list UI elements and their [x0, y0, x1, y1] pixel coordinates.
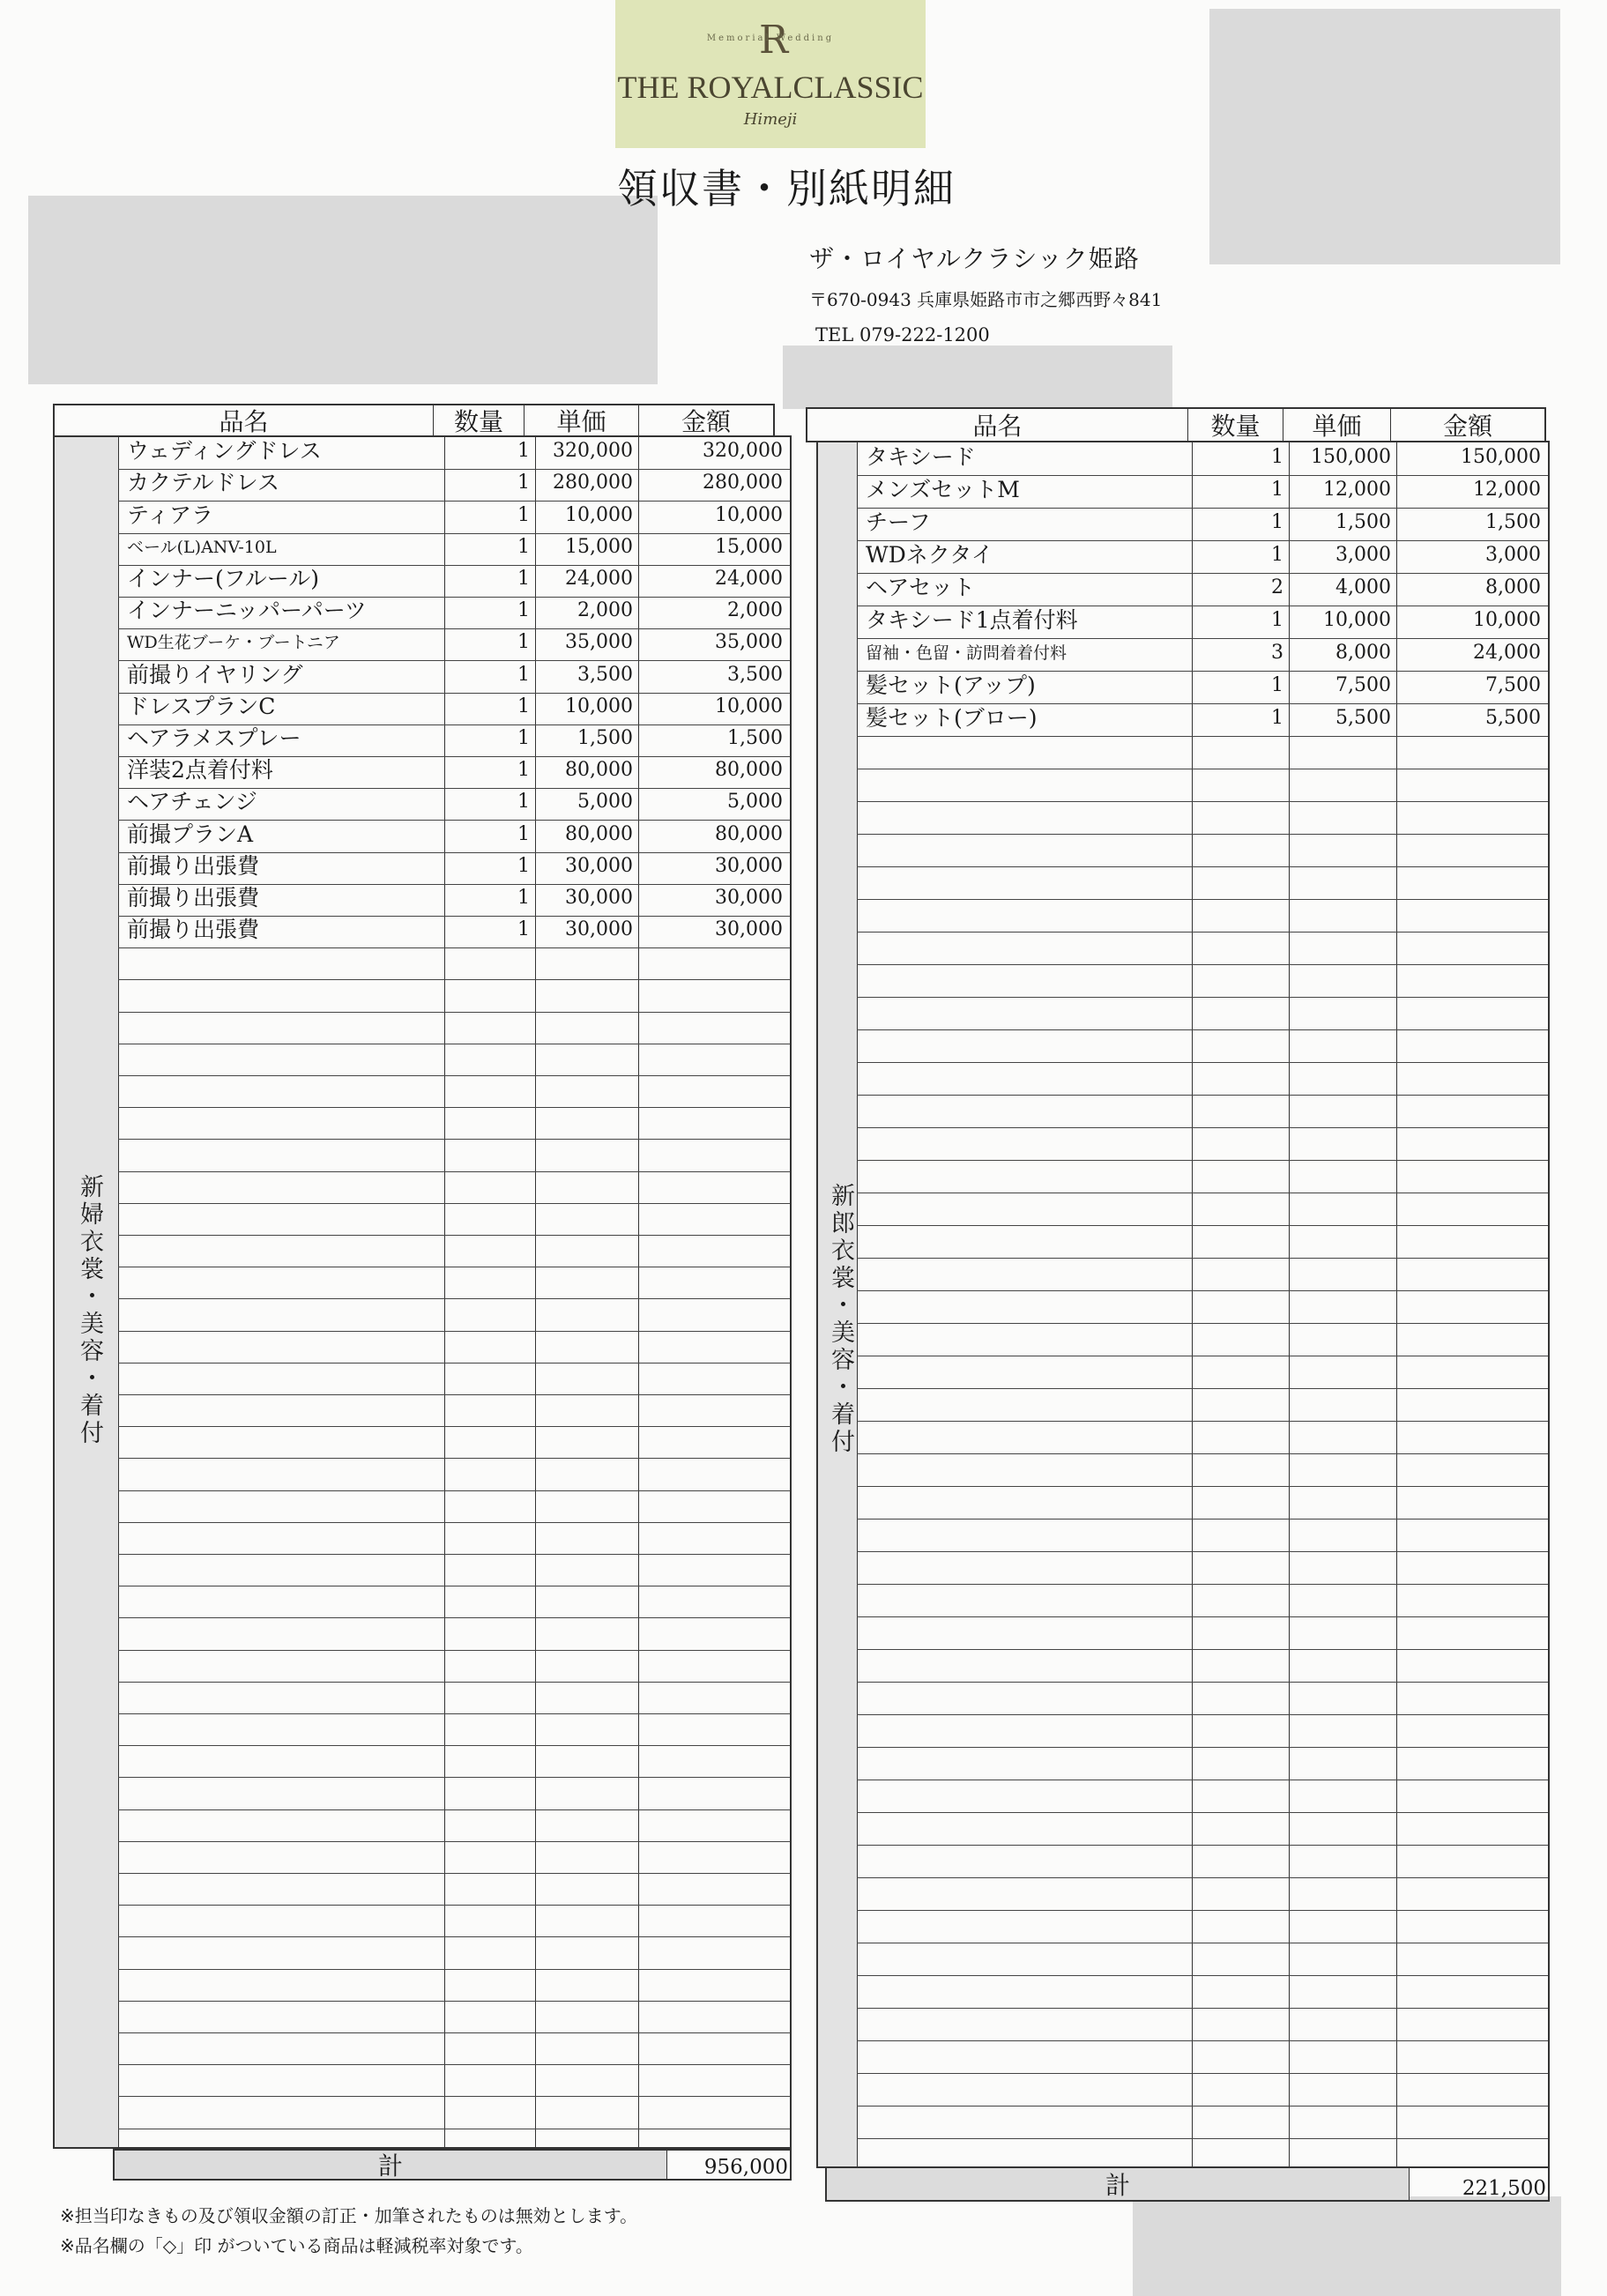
- row-rule: [118, 2064, 790, 2065]
- item-name: 前撮りイヤリング: [127, 661, 303, 687]
- redaction-block: [1133, 2196, 1561, 2296]
- row-rule: [857, 1845, 1548, 1846]
- item-qty: 1: [517, 822, 530, 845]
- item-name: タキシード: [866, 443, 976, 470]
- item-amount: 150,000: [1461, 445, 1541, 468]
- category-band: [55, 437, 119, 2147]
- column-divider: [1396, 442, 1397, 2166]
- right-table-body: [816, 441, 1550, 2168]
- document-title: 領収書・別紙明細: [617, 165, 956, 212]
- row-rule: [857, 1975, 1548, 1976]
- item-name: ウェディングドレス: [127, 438, 322, 464]
- header-name: 品名: [807, 409, 1188, 441]
- item-name: インナーニッパーパーツ: [127, 598, 367, 624]
- row-rule: [857, 2008, 1548, 2009]
- row-rule: [857, 1290, 1548, 1291]
- item-qty: 1: [1271, 673, 1283, 696]
- logo-name: THE ROYALCLASSIC: [617, 70, 924, 105]
- item-amount: 2,000: [727, 599, 783, 622]
- item-unit-price: 2,000: [577, 599, 633, 622]
- item-amount: 10,000: [715, 695, 783, 717]
- row-rule: [857, 1453, 1548, 1454]
- row-rule: [857, 1747, 1548, 1748]
- item-amount: 80,000: [715, 822, 783, 845]
- item-name: 前撮り出張費: [127, 884, 260, 910]
- item-name: 髪セット(アップ): [866, 672, 1036, 698]
- logo-city: Himeji: [743, 110, 798, 129]
- item-unit-price: 1,500: [577, 726, 633, 749]
- item-qty: 1: [517, 535, 530, 558]
- item-unit-price: 280,000: [553, 472, 633, 494]
- item-name: 髪セット(ブロー): [866, 704, 1038, 731]
- item-qty: 1: [1271, 478, 1283, 501]
- row-rule: [118, 1554, 790, 1555]
- right-table-header: [806, 407, 1546, 442]
- item-qty: 1: [517, 695, 530, 717]
- row-rule: [857, 1812, 1548, 1813]
- row-rule: [118, 1298, 790, 1299]
- row-rule: [118, 1745, 790, 1746]
- row-rule: [118, 2001, 790, 2002]
- company-tel: TEL 079-222-1200: [815, 324, 990, 346]
- item-amount: 15,000: [715, 535, 783, 558]
- header-qty: 数量: [1188, 409, 1283, 441]
- category-band: [818, 442, 858, 2166]
- item-amount: 24,000: [1473, 641, 1541, 664]
- item-unit-price: 320,000: [553, 440, 633, 463]
- item-qty: 2: [1271, 576, 1283, 598]
- item-unit-price: 4,000: [1335, 576, 1391, 598]
- row-rule: [118, 1426, 790, 1427]
- row-rule: [857, 1323, 1548, 1324]
- row-rule: [857, 1616, 1548, 1617]
- row-rule: [857, 1649, 1548, 1650]
- row-rule: [857, 1551, 1548, 1552]
- item-unit-price: 10,000: [565, 695, 633, 717]
- redaction-block: [28, 196, 658, 384]
- row-rule: [857, 1682, 1548, 1683]
- row-rule: [857, 932, 1548, 933]
- row-rule: [118, 1905, 790, 1906]
- row-rule: [118, 1394, 790, 1395]
- item-name: 留袖・色留・訪問着着付料: [866, 643, 1068, 663]
- item-unit-price: 8,000: [1335, 641, 1391, 664]
- row-rule: [857, 866, 1548, 867]
- row-rule: [118, 1713, 790, 1714]
- item-unit-price: 7,500: [1335, 673, 1391, 696]
- item-qty: 1: [1271, 608, 1283, 631]
- item-qty: 1: [517, 663, 530, 686]
- row-rule: [857, 801, 1548, 802]
- header-unit: 単価: [525, 405, 639, 435]
- item-name: カクテルドレス: [127, 470, 280, 496]
- row-rule: [857, 2106, 1548, 2107]
- row-rule: [118, 1617, 790, 1618]
- item-amount: 10,000: [715, 503, 783, 526]
- item-amount: 30,000: [715, 918, 783, 941]
- item-name: タキシード1点着付料: [866, 606, 1078, 633]
- total-label: 計: [115, 2151, 666, 2179]
- item-unit-price: 30,000: [565, 854, 633, 877]
- column-divider: [857, 442, 858, 2166]
- row-rule: [857, 1095, 1548, 1096]
- item-qty: 1: [517, 599, 530, 622]
- row-rule: [857, 736, 1548, 737]
- company-logo: [615, 0, 926, 148]
- item-name: 洋装2点着付料: [127, 757, 273, 784]
- item-amount: 35,000: [715, 631, 783, 654]
- item-name: メンズセットM: [866, 476, 1020, 502]
- item-unit-price: 80,000: [565, 759, 633, 782]
- item-name: ヘアセット: [866, 574, 976, 600]
- item-unit-price: 24,000: [565, 567, 633, 590]
- row-rule: [857, 1519, 1548, 1520]
- item-amount: 3,500: [727, 663, 783, 686]
- row-rule: [118, 979, 790, 980]
- item-amount: 80,000: [715, 759, 783, 782]
- item-name: ベール(L)ANV-10L: [127, 537, 277, 557]
- item-name: WDネクタイ: [866, 541, 993, 568]
- row-rule: [857, 834, 1548, 835]
- note-line: ※品名欄の「◇」印 がついている商品は軽減税率対象です。: [60, 2235, 533, 2256]
- item-unit-price: 10,000: [1323, 608, 1391, 631]
- item-qty: 3: [1271, 641, 1283, 664]
- row-rule: [118, 1075, 790, 1076]
- item-qty: 1: [517, 631, 530, 654]
- item-qty: 1: [517, 854, 530, 877]
- company-name: ザ・ロイヤルクラシック姫路: [809, 244, 1140, 273]
- item-amount: 8,000: [1485, 576, 1541, 598]
- redaction-block: [1209, 9, 1560, 264]
- logo-monogram: R: [759, 18, 789, 63]
- category-label: 新郎衣裳・美容・着付: [827, 1183, 854, 1456]
- row-rule: [857, 1486, 1548, 1487]
- item-name: ヘアラメスプレー: [127, 724, 301, 751]
- item-name: 前撮り出張費: [127, 917, 260, 943]
- item-unit-price: 1,500: [1335, 510, 1391, 533]
- row-rule: [118, 1171, 790, 1172]
- row-rule: [857, 1584, 1548, 1585]
- item-amount: 7,500: [1485, 673, 1541, 696]
- item-qty: 1: [517, 791, 530, 814]
- row-rule: [857, 2138, 1548, 2139]
- header-unit: 単価: [1283, 409, 1391, 441]
- left-total-row: [113, 2149, 792, 2181]
- item-unit-price: 30,000: [565, 886, 633, 909]
- header-amount: 金額: [1442, 412, 1492, 441]
- row-rule: [118, 1107, 790, 1108]
- row-rule: [118, 1012, 790, 1013]
- item-amount: 24,000: [715, 567, 783, 590]
- item-unit-price: 15,000: [565, 535, 633, 558]
- row-rule: [857, 1062, 1548, 1063]
- item-qty: 1: [517, 472, 530, 494]
- item-unit-price: 5,500: [1335, 706, 1391, 729]
- item-unit-price: 35,000: [565, 631, 633, 654]
- category-label: 新婦衣裳・美容・着付: [76, 1174, 103, 1447]
- item-unit-price: 10,000: [565, 503, 633, 526]
- item-qty: 1: [517, 503, 530, 526]
- left-table-header: [53, 404, 775, 437]
- item-unit-price: 3,000: [1335, 543, 1391, 566]
- row-rule: [118, 2032, 790, 2033]
- header-name: 品名: [55, 405, 434, 435]
- total-label: 計: [827, 2168, 1409, 2200]
- row-rule: [857, 899, 1548, 900]
- total-amount: 956,000: [666, 2151, 793, 2179]
- item-unit-price: 80,000: [565, 822, 633, 845]
- row-rule: [857, 1910, 1548, 1911]
- item-qty: 1: [517, 726, 530, 749]
- item-unit-price: 30,000: [565, 918, 633, 941]
- item-amount: 5,500: [1485, 706, 1541, 729]
- item-amount: 1,500: [1485, 510, 1541, 533]
- item-amount: 30,000: [715, 886, 783, 909]
- row-rule: [857, 964, 1548, 965]
- redaction-block: [783, 346, 1172, 409]
- item-name: チーフ: [866, 509, 931, 535]
- row-rule: [118, 1235, 790, 1236]
- total-amount: 221,500: [1409, 2168, 1551, 2200]
- row-rule: [118, 1809, 790, 1810]
- item-name: ティアラ: [127, 502, 214, 528]
- left-table-body: [53, 435, 792, 2149]
- right-total-row: [825, 2166, 1550, 2202]
- item-qty: 1: [1271, 543, 1283, 566]
- item-amount: 30,000: [715, 854, 783, 877]
- row-rule: [118, 1331, 790, 1332]
- item-qty: 1: [517, 759, 530, 782]
- row-rule: [857, 1877, 1548, 1878]
- item-name: 前撮プランA: [127, 821, 254, 847]
- item-qty: 1: [1271, 510, 1283, 533]
- row-rule: [118, 1490, 790, 1491]
- item-amount: 5,000: [727, 791, 783, 814]
- column-divider: [118, 437, 119, 2147]
- item-amount: 10,000: [1473, 608, 1541, 631]
- row-rule: [857, 1421, 1548, 1422]
- row-rule: [118, 1650, 790, 1651]
- note-line: ※担当印なきもの及び領収金額の訂正・加筆されたものは無効とします。: [60, 2205, 638, 2226]
- row-rule: [118, 947, 790, 948]
- item-name: 前撮り出張費: [127, 852, 260, 879]
- row-rule: [118, 1969, 790, 1970]
- item-qty: 1: [517, 440, 530, 463]
- item-amount: 3,000: [1485, 543, 1541, 566]
- row-rule: [857, 1127, 1548, 1128]
- item-qty: 1: [517, 567, 530, 590]
- row-rule: [857, 1160, 1548, 1161]
- item-name: インナー(フルール): [127, 565, 320, 591]
- item-unit-price: 5,000: [577, 791, 633, 814]
- item-qty: 1: [517, 918, 530, 941]
- logo-tagline: Memorial Wedding: [706, 33, 835, 43]
- header-qty: 数量: [434, 405, 525, 435]
- item-amount: 280,000: [703, 472, 783, 494]
- item-amount: 1,500: [727, 726, 783, 749]
- row-rule: [857, 1714, 1548, 1715]
- item-name: ヘアチェンジ: [127, 789, 257, 815]
- item-amount: 12,000: [1473, 478, 1541, 501]
- row-rule: [118, 1522, 790, 1523]
- row-rule: [857, 997, 1548, 998]
- row-rule: [857, 2040, 1548, 2041]
- row-rule: [118, 1203, 790, 1204]
- row-rule: [857, 1258, 1548, 1259]
- row-rule: [118, 1682, 790, 1683]
- header-amount: 金額: [681, 407, 731, 436]
- row-rule: [118, 1458, 790, 1459]
- row-rule: [118, 1139, 790, 1140]
- item-unit-price: 12,000: [1323, 478, 1391, 501]
- row-rule: [857, 1388, 1548, 1389]
- item-qty: 1: [1271, 706, 1283, 729]
- item-qty: 1: [517, 886, 530, 909]
- row-rule: [118, 1777, 790, 1778]
- row-rule: [118, 1841, 790, 1842]
- company-address: 〒670-0943 兵庫県姫路市市之郷西野々841: [809, 289, 1163, 310]
- item-amount: 320,000: [703, 440, 783, 463]
- row-rule: [118, 1936, 790, 1937]
- item-name: ドレスプランC: [127, 693, 276, 719]
- row-rule: [857, 1225, 1548, 1226]
- column-divider: [1192, 442, 1193, 2166]
- column-divider: [1289, 442, 1290, 2166]
- item-qty: 1: [1271, 445, 1283, 468]
- item-name: WD生花ブーケ・ブートニア: [127, 633, 340, 653]
- row-rule: [118, 2096, 790, 2097]
- row-rule: [118, 1873, 790, 1874]
- row-rule: [857, 1029, 1548, 1030]
- item-unit-price: 3,500: [577, 663, 633, 686]
- item-unit-price: 150,000: [1311, 445, 1391, 468]
- row-rule: [857, 2073, 1548, 2074]
